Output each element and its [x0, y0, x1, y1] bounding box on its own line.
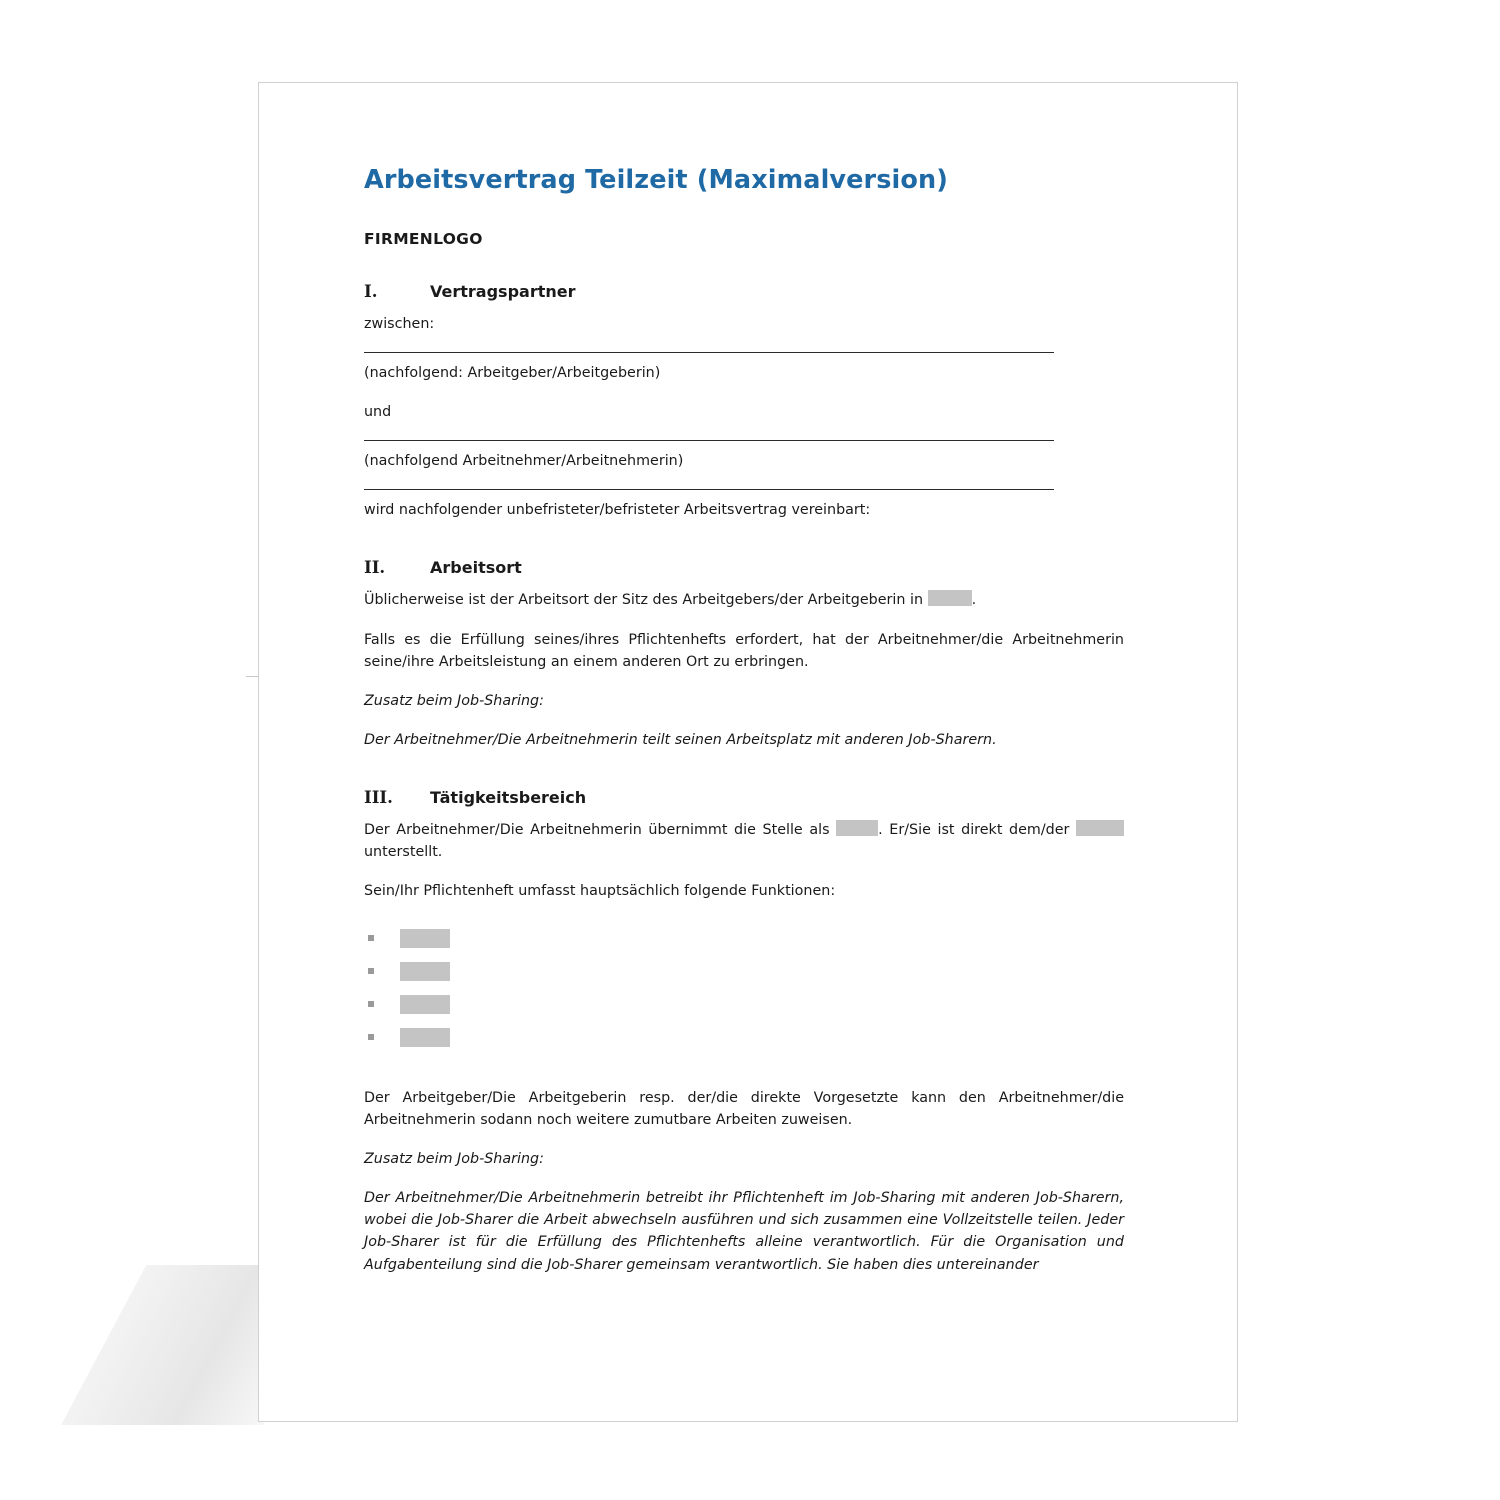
taetigkeit-text-b: . Er/Sie ist direkt dem/der	[878, 822, 1070, 839]
list-item	[364, 1028, 1124, 1047]
taetigkeit-text-a: Der Arbeitnehmer/Die Arbeitnehmerin übernimmt die Stelle als	[364, 822, 830, 839]
redaction-block-function	[400, 962, 450, 981]
bullet-square-icon	[368, 1001, 374, 1007]
redaction-block-arbeitsort	[928, 590, 972, 606]
employer-caption: (nachfolgend: Arbeitgeber/Arbeitgeberin)	[364, 364, 661, 381]
arbeitsort-addendum-label: Zusatz beim Job-Sharing:	[364, 692, 544, 709]
bullet-square-icon	[368, 1034, 374, 1040]
section-number: I.	[364, 281, 378, 301]
section-title: Arbeitsort	[430, 558, 522, 578]
list-item	[364, 995, 1124, 1014]
section-heading-arbeitsort	[364, 558, 1124, 577]
arbeitsort-paragraph-2: Falls es die Erfüllung seines/ihres Pflichtenhefts erfordert, hat der Arbeitnehmer/die Arbeitnehmerin seine/ihre Arbeitsleistung an einem anderen Ort zu erbringen.	[364, 631, 1124, 670]
bullet-square-icon	[368, 935, 374, 941]
bullet-square-icon	[368, 968, 374, 974]
company-logo-placeholder: FIRMENLOGO	[364, 229, 483, 248]
taetigkeit-addendum-label: Zusatz beim Job-Sharing:	[364, 1150, 544, 1167]
section-title: Tätigkeitsbereich	[430, 788, 587, 808]
taetigkeit-paragraph-1	[364, 819, 1124, 863]
section-number: II.	[364, 558, 386, 578]
section-heading-vertragspartner	[364, 282, 1124, 301]
conjunction-und: und	[364, 403, 392, 420]
taetigkeit-paragraph-3: Der Arbeitgeber/Die Arbeitgeberin resp. der/die direkte Vorgesetzte kann den Arbeitnehmer/die Arbeitnehmerin sodann noch weitere zumutbare Arbeiten zuweisen.	[364, 1089, 1124, 1128]
party-intro-label: zwischen:	[364, 315, 435, 332]
taetigkeit-addendum-text: Der Arbeitnehmer/Die Arbeitnehmerin betreibt ihr Pflichtenheft im Job-Sharing mit anderen Job-Sharern, wobei die Job-Sharer die Arbeit abwechseln ausführen und sich zusammen eine Vollzeitstelle teilen. Jeder Job-Sharer ist für die Erfüllung des Pflichtenhefts alleine verantwortlich. Für die Organisation und Aufgabenteilung sind die Job-Sharer gemeinsam verantwortlich. Sie haben dies untereinander	[364, 1190, 1124, 1273]
arbeitsort-addendum-text: Der Arbeitnehmer/Die Arbeitnehmerin teilt seinen Arbeitsplatz mit anderen Job-Sharern.	[364, 732, 997, 748]
document-content	[364, 165, 1124, 1293]
taetigkeit-paragraph-2: Sein/Ihr Pflichtenheft umfasst hauptsächlich folgende Funktionen:	[364, 883, 836, 900]
list-item	[364, 929, 1124, 948]
redaction-block-vorgesetzte	[1076, 820, 1124, 836]
taetigkeit-text-c: unterstellt.	[364, 844, 443, 861]
section-heading-taetigkeitsbereich	[364, 788, 1124, 807]
redaction-block-function	[400, 1028, 450, 1047]
contract-closing-sentence: wird nachfolgender unbefristeter/befristeter Arbeitsvertrag vereinbart:	[364, 502, 871, 519]
functions-list	[364, 929, 1124, 1047]
employee-caption: (nachfolgend Arbeitnehmer/Arbeitnehmerin)	[364, 453, 684, 470]
signature-line-employer	[364, 352, 1054, 353]
spacer	[364, 538, 1124, 558]
section-title: Vertragspartner	[430, 281, 576, 301]
document-page	[258, 82, 1238, 1422]
section-number: III.	[364, 788, 393, 808]
document-title: Arbeitsvertrag Teilzeit (Maximalversion)	[364, 165, 948, 195]
redaction-block-function	[400, 929, 450, 948]
spacer	[364, 768, 1124, 788]
arbeitsort-paragraph-1	[364, 589, 1124, 611]
list-item	[364, 962, 1124, 981]
signature-line-employee	[364, 440, 1054, 441]
arbeitsort-text-after: .	[971, 592, 977, 609]
redaction-block-function	[400, 995, 450, 1014]
page-fold-shadow	[32, 1265, 264, 1425]
signature-line-extra	[364, 489, 1054, 490]
redaction-block-stelle	[836, 820, 878, 836]
arbeitsort-text-before: Üblicherweise ist der Arbeitsort der Sitz des Arbeitgebers/der Arbeitgeberin in	[364, 592, 924, 609]
